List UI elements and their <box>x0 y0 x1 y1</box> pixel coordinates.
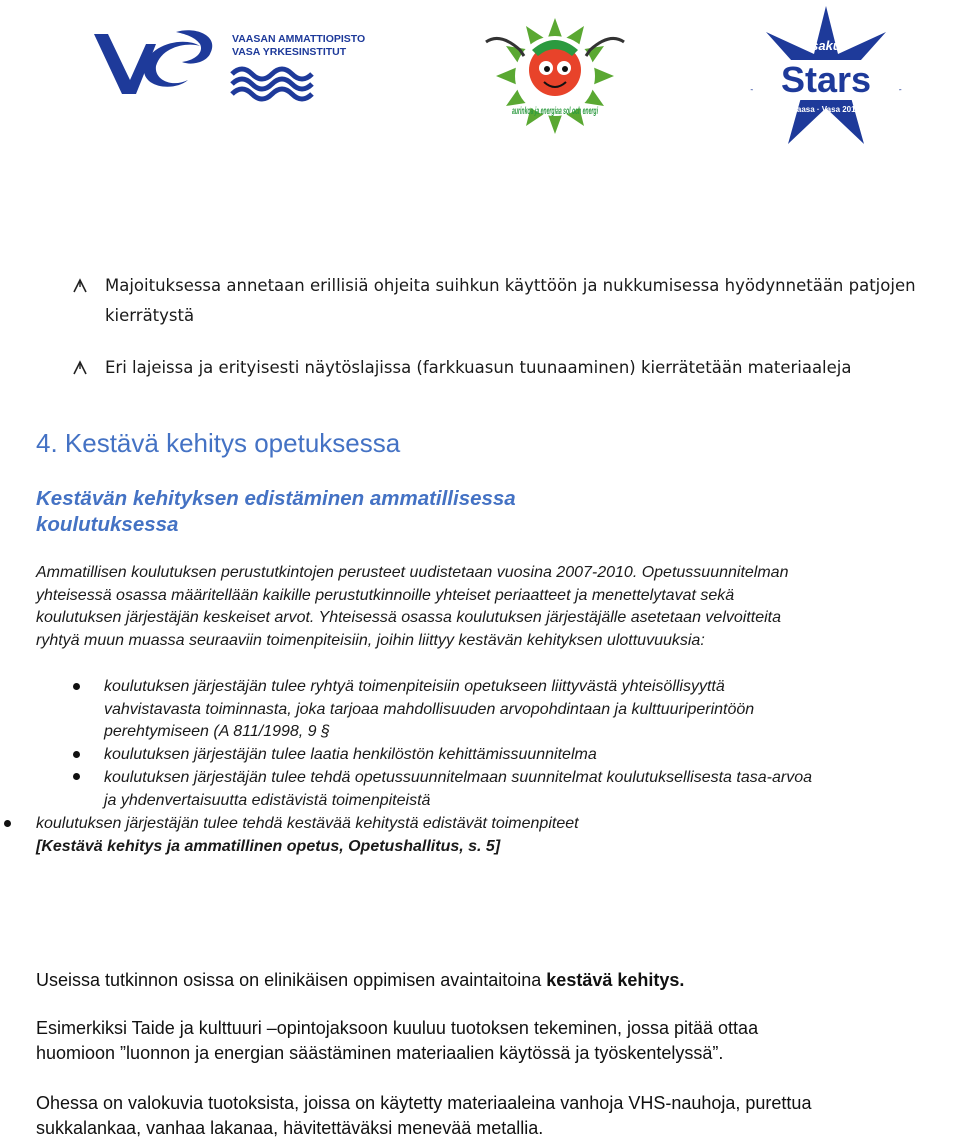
bullet-dot-icon <box>73 773 80 780</box>
outer-list-item <box>36 813 579 858</box>
source-reference: [Kestävä kehitys ja ammatillinen opetus, Opetushallitus, s. 5] <box>36 837 501 855</box>
stars-event: Vaasa · Vasa 2014 <box>791 105 861 114</box>
list-line: koulutuksen järjestäjän tulee tehdä opetussuunnitelmaan suunnitelmat koulutuksellisesta tasa-arvoa <box>104 769 812 786</box>
stars-saku: saku <box>811 38 841 53</box>
anchor-bullet-icon <box>72 360 88 376</box>
list-line: koulutuksen järjestäjän tulee ryhtyä toimenpiteisiin opetukseen liittyvästä yhteisöllisyyttä <box>104 678 725 695</box>
outer-item-text: koulutuksen järjestäjän tulee tehdä kestävää kehitystä edistävät toimenpiteet <box>36 815 579 832</box>
list-item-staff-plan <box>104 744 597 767</box>
list-item-equality <box>104 767 812 812</box>
list-line: perehtymiseen (A 811/1998, 9 § <box>104 723 330 740</box>
vamia-name-fi: VAASAN AMMATTIOPISTO <box>232 33 366 45</box>
p3-line: sukkalankaa, vanhaa lakanaa, hävitettäväksi menevää metallia. <box>36 1118 544 1138</box>
list-line: vahvistavasta toiminnasta, joka tarjoaa mahdollisuuden arvopohdintaan ja kulttuuriperintöön <box>104 700 755 718</box>
section-subheading <box>36 486 636 538</box>
stars-word: Stars <box>780 59 872 100</box>
bullet-item-accommodation-line2: kierrätystä <box>105 306 195 325</box>
body-paragraph-3 <box>36 1091 811 1141</box>
p2-line: Esimerkiksi Taide ja kulttuuri –opintojaksoon kuuluu tuotoksen tekeminen, jossa pitää ottaa <box>36 1018 759 1038</box>
body-paragraph-1 <box>36 968 684 993</box>
paragraph-line: koulutuksen järjestäjän keskeiset arvot. Yhteisessä osassa koulutuksen järjestäjälle asetetaan velvoitteita <box>36 609 782 626</box>
anchor-bullet-icon <box>72 278 88 294</box>
bullet-dot-icon <box>73 751 80 758</box>
section-subheading-line2: koulutuksessa <box>36 513 179 536</box>
p1-bold: kestävä kehitys. <box>546 970 685 990</box>
section-subheading-line1: Kestävän kehityksen edistäminen ammatillisessa <box>36 487 516 510</box>
list-line: koulutuksen järjestäjän tulee laatia henkilöstön kehittämissuunnitelma <box>104 746 597 763</box>
bullet-item-recycling: Eri lajeissa ja erityisesti näytöslajissa (farkkuasun tuunaaminen) kierrätetään materiaaleja <box>105 358 852 377</box>
vaasan-ammattiopisto-logo <box>92 22 366 104</box>
paragraph-line: ryhtyä muun muassa seuraaviin toimenpiteisiin, joihin liittyy kestävän kehityksen ulottuvuuksia: <box>36 631 705 649</box>
curriculum-paragraph <box>36 562 956 652</box>
aurinko-slogan: aurinkoa ja energiaa sol och energi <box>512 106 599 117</box>
list-line: ja yhdenvertaisuutta edistävistä toimenpiteistä <box>104 791 431 809</box>
body-paragraph-2 <box>36 1016 758 1066</box>
logo-banner <box>0 0 960 150</box>
p1-text: Useissa tutkinnon osissa on elinikäisen oppimisen avaintaitoina <box>36 970 547 990</box>
section-heading: 4. Kestävä kehitys opetuksessa <box>36 428 401 458</box>
bullet-item-accommodation <box>105 271 945 331</box>
vamia-name-sv: VASA YRKESINSTITUT <box>232 46 347 58</box>
p2-line: huomioon ”luonnon ja energian säästäminen materiaalien käytössä ja työskentelyssä”. <box>36 1043 724 1063</box>
list-item-community <box>104 676 754 744</box>
aurinkoa-ja-energiaa-logo <box>480 12 630 142</box>
paragraph-line: Ammatillisen koulutuksen perustutkintojen perusteet uudistetaan vuosina 2007-2010. Opetussuunnitelman <box>36 564 789 581</box>
saku-stars-logo <box>746 4 906 146</box>
p3-line: Ohessa on valokuvia tuotoksista, joissa on käytetty materiaaleina vanhoja VHS-nauhoja, purettua <box>36 1093 812 1113</box>
bullet-dot-icon <box>73 683 80 690</box>
bullet-item-accommodation-line1: Majoituksessa annetaan erillisiä ohjeita suihkun käyttöön ja nukkumisessa hyödynnetään patjojen <box>105 276 916 295</box>
bullet-dot-icon <box>4 820 11 827</box>
paragraph-line: yhteisessä osassa määritellään kaikille perustutkinnoille yhteiset periaatteet ja menettelytavat sekä <box>36 586 735 604</box>
